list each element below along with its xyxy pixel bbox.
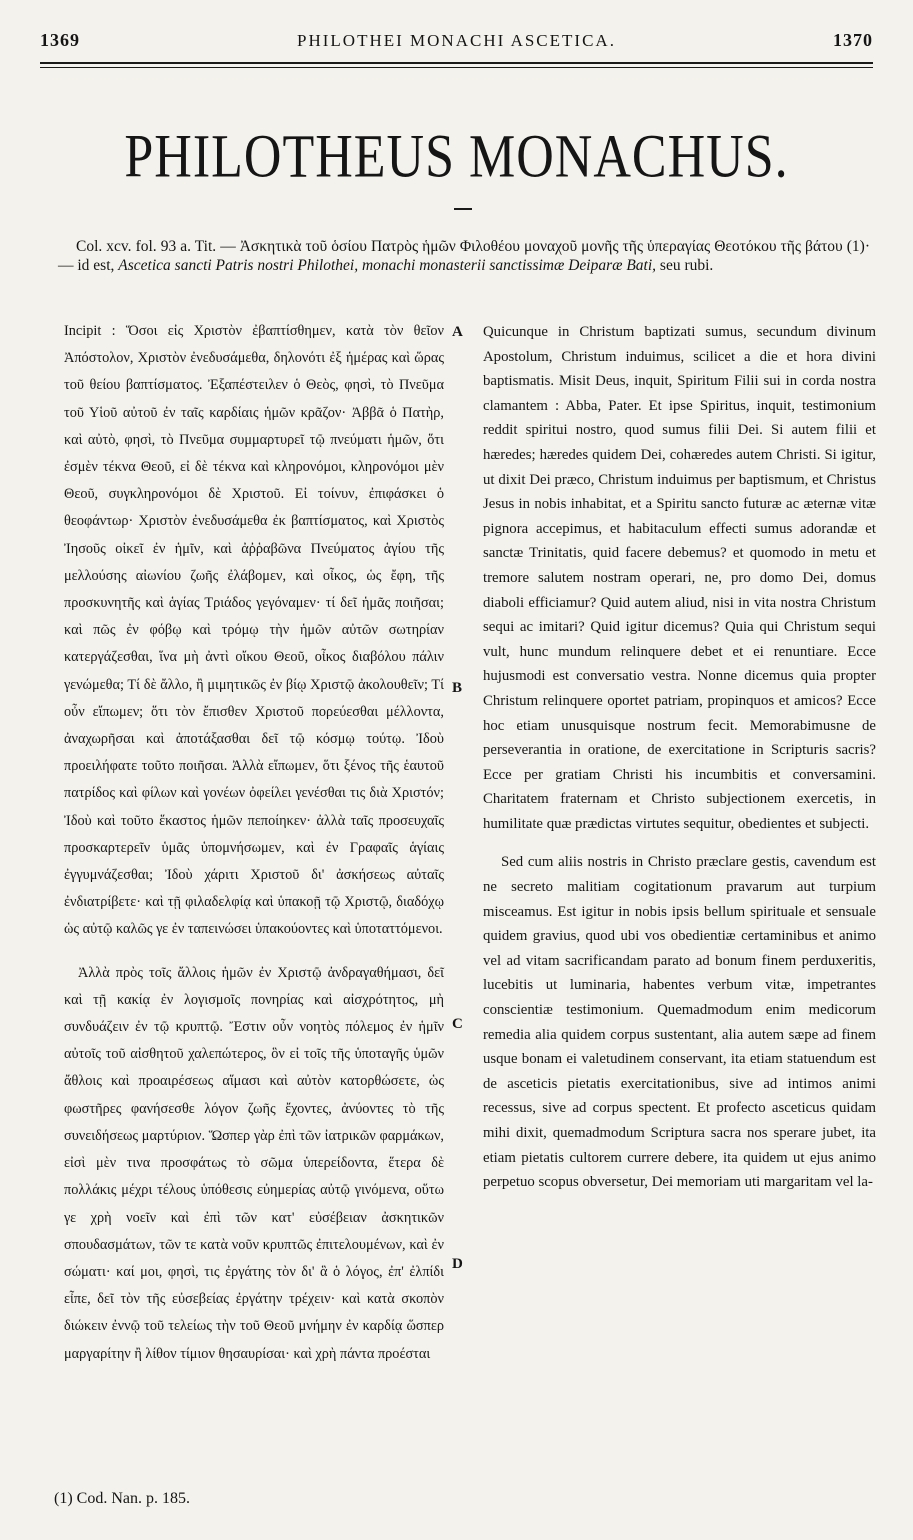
page-title: PHILOTHEUS MONACHUS. bbox=[124, 123, 789, 191]
greek-paragraph-1 bbox=[64, 318, 444, 944]
section-marker-d: D bbox=[452, 1256, 463, 1272]
section-marker-b: B bbox=[452, 680, 463, 696]
footnote: (1) Cod. Nan. p. 185. bbox=[54, 1490, 190, 1507]
intro-latin-title: Ascetica sancti Patris nostri Philothei, monachi monasterii sanctissimæ Deiparæ Bati, bbox=[118, 256, 657, 274]
page-number-right: 1370 bbox=[832, 30, 873, 50]
intro-note bbox=[58, 238, 870, 276]
greek-column bbox=[64, 318, 444, 1368]
running-head bbox=[40, 30, 873, 60]
greek-paragraph-2: Ἀλλὰ πρὸς τοῖς ἄλλοις ἡμῶν ἐν Χριστῷ ἀνδραγαθήμασι, δεῖ καὶ τῇ κακίᾳ ἐν λογισμοῖς πονηρίας καὶ αἰσχρότητος, μὴ συνδυάζειν ἐν τῷ κρυπτῷ. Ἔστιν οὖν νοητὸς πόλεμος ἐν ἡμῖν αὐτοῖς τοῦ αἰσθητοῦ χαλεπώτερος, ὃν εἰ τοῖς τῆς ὑποταγῆς ὑμῶν ἄθλοις καὶ προαιρέσεως αἵμασι καὶ αὐτὸν κατορθώσετε, ὡς φωστῆρες φανήσεσθε λόγον ζωῆς ἔχοντες, ἀνύοντες τὸ τῆς συνειδήσεως μαρτύριον. Ὥσπερ γὰρ ἐπὶ τῶν ἰατρικῶν φαρμάκων, εἰσὶ μὲν τινα προσφάτως τὸ σῶμα ὑπερείδοντα, ἕτερα δὲ πολλάκις μέχρι τέλους ὑπόθεσις εὐημερίας αὐτῷ γινόμενα, οὕτω γε χρὴ νοεῖν καὶ ἐπὶ τῶν κατ' εὐσέβειαν ἀσκητικῶν σπουδασμάτων, τῶν τε κατὰ νοῦν κρυπτῶς ἐπιτελουμένων, καὶ ἐν σώματι· καί μοι, φησὶ, τις ἐργάτης τὸν δι' ἃ ὁ λόγος, ἐπ' ἐλπίδι εἶπε, δεῖ τὸν τῆς εὐσεβείας ἐργάτην τρέχειν· καὶ κατὰ σκοπὸν διώκειν ἐννῷ τοῦ τελείως τὴν τοῦ Θεοῦ μνήμην ἐν καρδίᾳ ὥσπερ μαργαρίτην ἢ λίθον τίμιον θησαυρίσαι· καὶ χρὴ πάντα προέσται bbox=[64, 964, 444, 1362]
greek-text-1: Ὅσοι εἰς Χριστὸν ἐβαπτίσθημεν, κατὰ τὸν θεῖον Ἀπόστολον, Χριστὸν ἐνεδυσάμεθα, δηλονότι ἐξ ἡμέρας καὶ ὥρας τοῦ θείου βαπτίσματος. Ἐξαπέστειλεν ὁ Θεὸς, φησὶ, τὸ Πνεῦμα τοῦ Υἱοῦ αὐτοῦ ἐν ταῖς καρδίαις ἡμῶν κρᾶζον· Ἀββᾶ ὁ Πατὴρ, καὶ αὐτὸ, φησὶ, τὸ Πνεῦμα συμμαρτυρεῖ τῷ πνεύματι ἡμῶν, ὅτι ἐσμὲν τέκνα Θεοῦ, εἰ δὲ τέκνα καὶ κληρονόμοι, κληρονόμοι μὲν Θεοῦ, συγκληρονόμοι δὲ Χριστοῦ. Εἰ τοίνυν, ἐπιφάσκει ὁ θεοφάντωρ· Χριστὸν ἐνεδυσάμεθα ἐκ βαπτίσματος, καὶ Χριστὸς Ἰησοῦς οἰκεῖ ἐν ἡμῖν, καὶ ἀῤῥαβῶνα Πνεύματος ἁγίου τῆς μελλούσης αἰωνίου ζωῆς ἐλάβομεν, καὶ οἶκος, ὡς ἔφη, τῆς προσκυνητῆς καὶ ἁγίας Τριάδος γεγόναμεν· τί δεῖ ἡμᾶς ποιῆσαι; καὶ πῶς ἐν φόβῳ καὶ τρόμῳ τὴν ἡμῶν αὐτῶν σωτηρίαν κατεργάζεσθαι, ἵνα μὴ ἀντὶ οἴκου Θεοῦ, οἶκος διαβόλου πάλιν γενώμεθα; Τί δὲ ἄλλο, ἢ μιμητικῶς ἐν βίῳ Χριστῷ ἀκολουθεῖν; Τί οὖν εἴπωμεν; ὅτι τὸν ἔπισθεν Χριστοῦ πορεύεσθαι μέλλοντα, ἀναχωρῆσαι καὶ ἀποτάξασθαι δεῖ τῷ κόσμῳ τούτῳ. Ἰδοὺ προειλήφατε τοῦτο ποιῆσαι. Ἀλλὰ εἴπωμεν, ὅτι ξένος τῆς ἑαυτοῦ πατρίδος καὶ φίλων καὶ γονέων ὀφείλει γενέσθαι τις διὰ Χριστόν; Ἰδοὺ καὶ τοῦτο ἕκαστος ἡμῶν πεποίηκεν· ἀλλὰ ταῖς προσευχαῖς προσκαρτερεῖν ὑμᾶς ὑπομνήσωμεν, καὶ ἐν Γραφαῖς ἁγίαις ἐγγυμνάζεσθαι; Ἰδοὺ χάριτι Χριστοῦ δι' ἀσκήσεως αὐταῖς ἐνδιατρίβετε· καὶ τῇ φιλαδελφίᾳ καὶ ὑπακοῇ τῷ Χριστῷ, διαδόχῳ ὡς αὐτῷ καλῶς γε ἐν ταπεινώσει ὑπακούοντες καὶ ὑποταττόμενοι. bbox=[64, 323, 444, 938]
running-title: PHILOTHEI MONACHI ASCETICA. bbox=[297, 31, 616, 50]
intro-part3: seu rubi. bbox=[656, 256, 714, 274]
header-rule bbox=[40, 62, 873, 68]
section-marker-c: C bbox=[452, 1016, 463, 1032]
latin-paragraph-2: Sed cum aliis nostris in Christo præclare gestis, cavendum est ne secreto malitiam cogitationum pravarum aut turpium misceamus. Est igitur in nobis ipsis bellum spirituale et sensuale quidem gravius, quod ubi vos obedientiæ certaminibus et animo vel ad vitam sacrificandam parato ad bonum finem perduxeritis, lucebitis ut luminaria, habentes verbum vitæ, impetrantes conscientiæ testimonium. Quemadmodum enim medicorum remedia alia quidem corpus sustentant, alia autem sæpe ad finem usque bonam ei valetudinem conservant, ita etiam statuendum est de asceticis pietatis exercitationibus, sive ad intimos animi recessus, sive ad corpus spectent. Et profecto asceticus quidam mihi dixit, quemadmodum Scriptura sacra nos sperare jubet, ita etiam pietatis cultorem currere debere, ita quidem ut ejus animo perpetuo scopus obversetur, Dei memoriam uti margaritam vel la- bbox=[483, 854, 876, 1191]
section-marker-a: A bbox=[452, 324, 463, 340]
latin-column bbox=[483, 320, 876, 1195]
page-number-left: 1369 bbox=[40, 30, 80, 50]
title-rule bbox=[454, 208, 472, 210]
incipit-label: Incipit : bbox=[64, 323, 126, 339]
intro-part1: Col. xcv. fol. 93 a. Tit. — Ἀσκητικὰ τοῦ ὁσίου Πατρὸς ἡμῶν Φιλοθέου μοναχοῦ μονῆς τῆς ὑπεραγίας Θεοτόκου τῆς βάτου (1)· — id est, bbox=[58, 238, 870, 274]
latin-paragraph-1: Quicunque in Christum baptizati sumus, secundum divinum Apostolum, Christum induimus, scilicet a die et hora divini baptismatis. Misit Deus, inquit, Spiritum Filii sui in corda nostra clamantem : Abba, Pater. Et ipse Spiritus, inquit, testimonium reddit spiritui nostro, quod sumus filii Dei. Si autem filii et hæredes; hæredes quidem Dei, cohæredes autem Christi. Si igitur, ut dixit Dei præco, Christum induimus per baptismum, et Christus Jesus in nobis inhabitat, et a Spiritu sancto futuræ ac æternæ vitæ pignora accepimus, et habitaculum effecti sumus adorandæ et sanctæ Trinitatis, quid facere debemus? et quomodo in metu et tremore salutem nostram operari, ne, pro domo Dei, domus diaboli efficiamur? Quid autem aliud, nisi in vita nostra Christum sequi ac imitari? Quid igitur dicemus? Quia qui Christum sequi vult, hunc mundum relinquere debet et ei renuntiare. Ecce hujusmodi est conversatio vestra. Nonne dicemus quia propter Christum relinquere oportet patriam, propinquos et amicos? Ecce hoc etiam unusquisque nostrum fecit. Memorabimusne de perseverantia in oratione, de exercitatione in Scripturis sacris? Ecce per gratiam Christi his incumbitis et conversamini. Charitatem fraternam et Christo subjectionem exercetis, in humilitate quæ prædictas virtutes sequitur, obedientes et subjecti. bbox=[483, 324, 876, 832]
